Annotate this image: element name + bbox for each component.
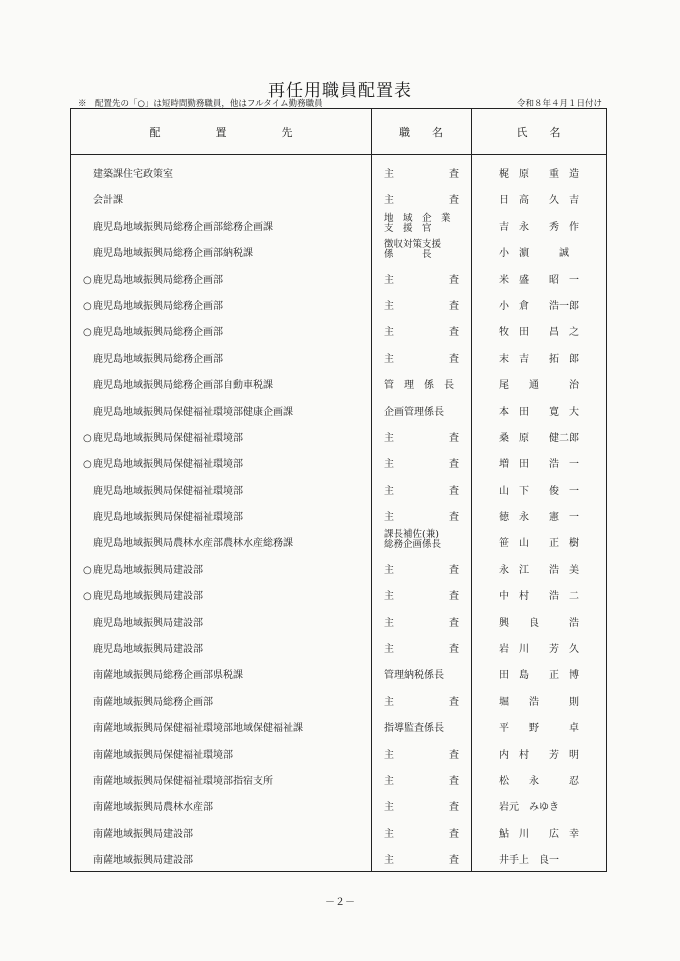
header-role: 職 名 bbox=[399, 126, 443, 139]
role-line: 徴収対策支援 bbox=[384, 239, 442, 251]
short-time-mark: ○ bbox=[83, 300, 92, 312]
table-row bbox=[71, 528, 606, 554]
role-char: 査 bbox=[449, 591, 459, 603]
role-char: 査 bbox=[449, 512, 459, 524]
footnote-legend: ※ 配置先の「○」は短時間勤務職員，他はフルタイム勤務職員 bbox=[78, 99, 323, 109]
row-role bbox=[384, 693, 459, 708]
short-time-mark: ○ bbox=[83, 591, 92, 603]
effective-date: 令和８年４月１日付け bbox=[516, 99, 602, 109]
dept-text: 南薩地域振興局建設部 bbox=[93, 828, 193, 840]
dept-text: 南薩地域振興局保健福祉環境部地域保健福祉課 bbox=[93, 723, 303, 735]
dept-text: 南薩地域振興局総務企画部県税課 bbox=[93, 670, 243, 682]
role-char: 主 bbox=[384, 617, 394, 629]
row-role bbox=[384, 403, 459, 418]
row-role bbox=[384, 825, 459, 840]
table-row bbox=[71, 159, 606, 185]
role-char: 査 bbox=[449, 564, 459, 576]
row-dept bbox=[93, 508, 243, 523]
role-line: 企画管理係長 bbox=[384, 406, 444, 418]
role-char: 査 bbox=[449, 327, 459, 339]
row-dept bbox=[83, 561, 203, 576]
role-char: 主 bbox=[384, 644, 394, 656]
row-name: 中 村 浩 二 bbox=[499, 591, 579, 603]
row-role bbox=[384, 508, 459, 523]
header-name: 氏 名 bbox=[516, 126, 561, 139]
row-name: 小 倉 浩一郎 bbox=[499, 300, 579, 312]
role-char: 査 bbox=[449, 855, 459, 867]
table-row bbox=[71, 581, 606, 607]
row-name: 桑 原 健二郎 bbox=[499, 432, 579, 444]
role-char: 主 bbox=[384, 591, 394, 603]
table-row bbox=[71, 449, 606, 475]
row-role bbox=[384, 746, 459, 761]
dept-text: 鹿児島地域振興局総務企画部 bbox=[93, 300, 223, 312]
row-name: 鮎 川 広 幸 bbox=[499, 828, 579, 840]
row-dept bbox=[93, 165, 173, 180]
dept-text: 会計課 bbox=[93, 195, 123, 207]
role-char: 査 bbox=[449, 775, 459, 787]
role-char: 査 bbox=[449, 696, 459, 708]
role-char: 主 bbox=[384, 564, 394, 576]
table-row bbox=[71, 660, 606, 686]
row-dept bbox=[93, 244, 253, 259]
row-dept bbox=[93, 376, 273, 391]
table-row bbox=[71, 608, 606, 634]
row-role bbox=[384, 530, 459, 550]
row-role bbox=[384, 772, 459, 787]
row-role bbox=[384, 587, 459, 602]
role-char: 主 bbox=[384, 353, 394, 365]
row-role bbox=[384, 719, 459, 734]
row-role bbox=[384, 297, 459, 312]
table-row bbox=[71, 740, 606, 766]
role-char: 査 bbox=[449, 353, 459, 365]
row-name: 日 高 久 吉 bbox=[499, 195, 579, 207]
dept-text: 南薩地域振興局保健福祉環境部指宿支所 bbox=[93, 775, 273, 787]
role-line: 指導監査係長 bbox=[384, 723, 444, 735]
row-role bbox=[384, 429, 459, 444]
dept-text: 鹿児島地域振興局農林水産部農林水産総務課 bbox=[93, 538, 293, 550]
row-dept bbox=[93, 825, 193, 840]
row-name: 田 島 正 博 bbox=[499, 670, 579, 682]
dept-text: 鹿児島地域振興局総務企画部総務企画課 bbox=[93, 221, 273, 233]
short-time-mark: ○ bbox=[83, 432, 92, 444]
dept-text: 建築課住宅政策室 bbox=[93, 169, 173, 180]
role-char: 査 bbox=[449, 432, 459, 444]
role-char: 査 bbox=[449, 274, 459, 286]
short-time-mark: ○ bbox=[83, 274, 92, 286]
row-dept bbox=[93, 851, 193, 866]
row-name: 岩元 みゆき bbox=[499, 802, 559, 814]
role-char: 主 bbox=[384, 855, 394, 867]
row-name: 吉 永 秀 作 bbox=[499, 221, 579, 233]
table-row bbox=[71, 265, 606, 291]
row-dept bbox=[93, 640, 203, 655]
row-role bbox=[384, 614, 459, 629]
row-dept bbox=[93, 746, 233, 761]
table-row bbox=[71, 555, 606, 581]
row-dept bbox=[83, 323, 223, 339]
short-time-mark: ○ bbox=[83, 459, 92, 471]
dept-text: 鹿児島地域振興局建設部 bbox=[93, 591, 203, 603]
dept-text: 鹿児島地域振興局総務企画部納税課 bbox=[93, 248, 253, 260]
row-role bbox=[384, 323, 459, 338]
role-line: 管理納税係長 bbox=[384, 670, 444, 682]
page-number: －２－ bbox=[325, 897, 355, 908]
row-dept bbox=[93, 693, 213, 708]
table-row bbox=[71, 185, 606, 211]
row-dept bbox=[93, 534, 293, 549]
row-role bbox=[384, 640, 459, 655]
role-char: 主 bbox=[384, 749, 394, 761]
row-dept bbox=[93, 350, 223, 365]
row-dept bbox=[93, 614, 203, 629]
row-name: 小 濵 誠 bbox=[499, 248, 569, 260]
row-role bbox=[384, 191, 459, 206]
row-dept bbox=[83, 429, 243, 444]
row-role bbox=[384, 214, 459, 234]
role-char: 主 bbox=[384, 802, 394, 814]
row-name: 笹 山 正 樹 bbox=[499, 538, 579, 550]
table-row bbox=[71, 291, 606, 317]
row-name: 内 村 芳 明 bbox=[499, 749, 579, 761]
role-char: 査 bbox=[449, 485, 459, 497]
dept-text: 鹿児島地域振興局総務企画部自動車税課 bbox=[93, 380, 273, 392]
role-char: 査 bbox=[449, 459, 459, 471]
role-char: 主 bbox=[384, 775, 394, 787]
table-row bbox=[71, 502, 606, 528]
table-row bbox=[71, 792, 606, 818]
table-row bbox=[71, 766, 606, 792]
dept-text: 鹿児島地域振興局総務企画部 bbox=[93, 353, 223, 365]
role-char: 主 bbox=[384, 485, 394, 497]
row-name: 平 野 卓 bbox=[499, 723, 579, 735]
dept-text: 鹿児島地域振興局建設部 bbox=[93, 564, 203, 576]
table-row bbox=[71, 423, 606, 449]
role-char: 査 bbox=[449, 300, 459, 312]
table-row bbox=[71, 819, 606, 845]
dept-text: 南薩地域振興局農林水産部 bbox=[93, 802, 213, 814]
role-char: 主 bbox=[384, 459, 394, 471]
table-body bbox=[71, 159, 606, 872]
row-role bbox=[384, 666, 459, 681]
dept-text: 鹿児島地域振興局建設部 bbox=[93, 644, 203, 656]
table-row bbox=[71, 344, 606, 370]
row-name: 山 下 俊 一 bbox=[499, 485, 579, 497]
role-char: 主 bbox=[384, 696, 394, 708]
role-char: 主 bbox=[384, 274, 394, 286]
row-dept bbox=[93, 482, 243, 497]
row-name: 井手上 良一 bbox=[499, 855, 559, 867]
row-name: 徳 永 憲 一 bbox=[499, 512, 579, 524]
row-name: 増 田 浩 一 bbox=[499, 459, 579, 471]
row-dept bbox=[93, 218, 273, 233]
table-row bbox=[71, 634, 606, 660]
row-role bbox=[384, 851, 459, 866]
row-role bbox=[384, 165, 459, 180]
row-role bbox=[384, 271, 459, 286]
role-char: 査 bbox=[449, 828, 459, 840]
role-char: 査 bbox=[449, 644, 459, 656]
role-line: 課長補佐(兼) bbox=[384, 529, 439, 541]
row-name: 堀 浩 則 bbox=[499, 696, 579, 708]
role-line: 係 長 bbox=[384, 249, 432, 261]
row-dept bbox=[83, 455, 243, 471]
table-row bbox=[71, 212, 606, 238]
row-name: 梶 原 重 造 bbox=[499, 169, 579, 180]
role-line: 地 域 企 業 bbox=[384, 212, 451, 224]
role-line: 管 理 係 長 bbox=[384, 380, 454, 392]
row-dept bbox=[93, 719, 303, 734]
assignment-table bbox=[70, 108, 607, 872]
row-role bbox=[384, 455, 459, 470]
dept-text: 南薩地域振興局建設部 bbox=[93, 855, 193, 867]
dept-text: 鹿児島地域振興局保健福祉環境部 bbox=[93, 432, 243, 444]
short-time-mark: ○ bbox=[83, 564, 92, 576]
row-role bbox=[384, 350, 459, 365]
role-char: 査 bbox=[449, 802, 459, 814]
table-row bbox=[71, 476, 606, 502]
row-role bbox=[384, 482, 459, 497]
table-header bbox=[71, 109, 606, 155]
row-name: 尾 通 治 bbox=[499, 380, 579, 392]
table-row bbox=[71, 397, 606, 423]
row-role bbox=[384, 240, 459, 260]
header-dept: 配 置 先 bbox=[149, 126, 293, 139]
role-char: 主 bbox=[384, 169, 394, 180]
row-dept bbox=[83, 271, 223, 286]
row-dept bbox=[93, 772, 273, 787]
role-line: 総務企画係長 bbox=[384, 539, 442, 551]
row-role bbox=[384, 561, 459, 576]
row-name: 興 良 浩 bbox=[499, 617, 579, 629]
role-char: 査 bbox=[449, 617, 459, 629]
table-row bbox=[71, 845, 606, 871]
role-char: 査 bbox=[449, 749, 459, 761]
row-name: 岩 川 芳 久 bbox=[499, 644, 579, 656]
dept-text: 鹿児島地域振興局保健福祉環境部 bbox=[93, 459, 243, 471]
short-time-mark: ○ bbox=[83, 327, 92, 339]
row-name: 松 永 忍 bbox=[499, 775, 579, 787]
document-title: 再任用職員配置表 bbox=[268, 81, 412, 101]
role-char: 主 bbox=[384, 195, 394, 207]
row-name: 本 田 寛 大 bbox=[499, 406, 579, 418]
dept-text: 鹿児島地域振興局総務企画部 bbox=[93, 327, 223, 339]
row-dept bbox=[83, 297, 223, 312]
dept-text: 南薩地域振興局総務企画部 bbox=[93, 696, 213, 708]
row-role bbox=[384, 376, 459, 391]
table-row bbox=[71, 238, 606, 264]
row-name: 永 江 浩 美 bbox=[499, 564, 579, 576]
role-char: 主 bbox=[384, 432, 394, 444]
row-name: 末 吉 拓 郎 bbox=[499, 353, 579, 365]
row-dept bbox=[93, 191, 123, 206]
table-row bbox=[71, 370, 606, 396]
row-role bbox=[384, 798, 459, 813]
row-dept bbox=[93, 403, 293, 418]
dept-text: 鹿児島地域振興局総務企画部 bbox=[93, 274, 223, 286]
row-dept bbox=[93, 798, 213, 813]
role-char: 主 bbox=[384, 512, 394, 524]
role-char: 査 bbox=[449, 195, 459, 207]
row-name: 牧 田 昌 之 bbox=[499, 327, 579, 339]
table-row bbox=[71, 713, 606, 739]
dept-text: 鹿児島地域振興局保健福祉環境部 bbox=[93, 485, 243, 497]
dept-text: 南薩地域振興局保健福祉環境部 bbox=[93, 749, 233, 761]
dept-text: 鹿児島地域振興局建設部 bbox=[93, 617, 203, 629]
role-char: 主 bbox=[384, 828, 394, 840]
role-char: 主 bbox=[384, 327, 394, 339]
row-dept bbox=[93, 666, 243, 681]
dept-text: 鹿児島地域振興局保健福祉環境部 bbox=[93, 512, 243, 524]
role-char: 主 bbox=[384, 300, 394, 312]
table-row bbox=[71, 687, 606, 713]
table-row bbox=[71, 317, 606, 343]
role-char: 査 bbox=[449, 169, 459, 180]
row-name: 米 盛 昭 一 bbox=[499, 274, 579, 286]
dept-text: 鹿児島地域振興局保健福祉環境部健康企画課 bbox=[93, 406, 293, 418]
role-line: 支 援 官 bbox=[384, 222, 432, 234]
row-dept bbox=[83, 587, 203, 603]
